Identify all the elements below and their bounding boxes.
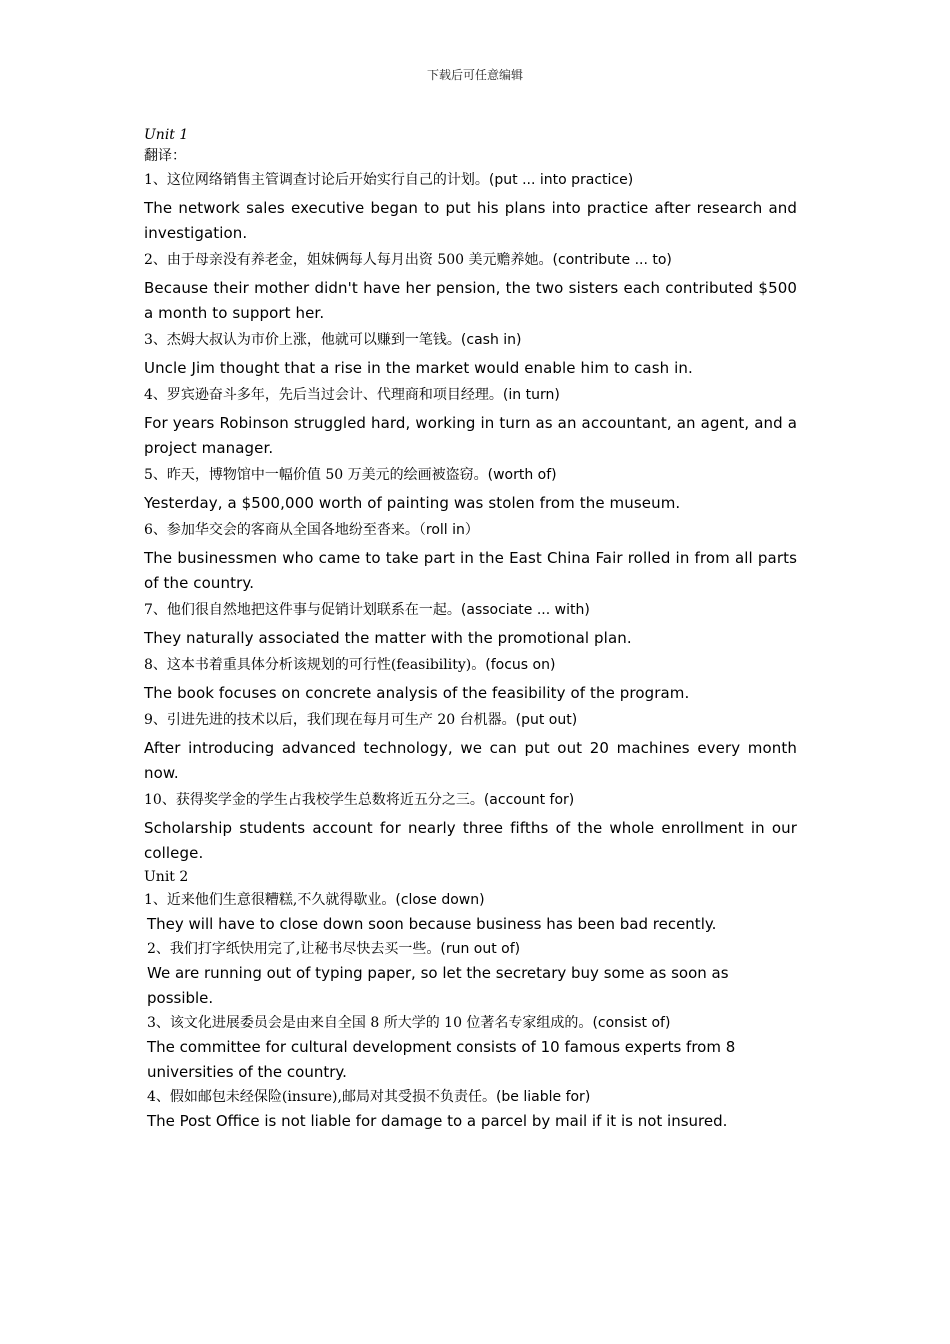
answer: The committee for cultural development consists of 10 famous experts from 8 universities of the country.	[147, 1038, 736, 1081]
phrase-hint: (close down)	[395, 892, 485, 908]
answer: Because their mother didn't have her pension, the two sisters each contributed $500 a month to support her.	[144, 279, 797, 322]
question-text: 4、罗宾逊奋斗多年，先后当过会计、代理商和项目经理。	[144, 387, 503, 403]
phrase-hint: (contribute ... to)	[552, 252, 672, 268]
answer: We are running out of typing paper, so let the secretary buy some as soon as possible.	[147, 964, 729, 1007]
question	[144, 250, 797, 270]
question-text: 7、他们很自然地把这件事与促销计划联系在一起。	[144, 602, 461, 618]
unit1-item	[144, 250, 797, 326]
document-content	[144, 124, 797, 1134]
question-text: 3、该文化进展委员会是由来自全国 8 所大学的 10 位著名专家组成的。	[147, 1015, 593, 1031]
phrase-hint: (account for)	[483, 792, 575, 808]
question	[144, 888, 797, 912]
phrase-hint: (put out)	[515, 712, 578, 728]
phrase-hint: (cash in)	[460, 332, 522, 348]
question-text: 3、杰姆大叔认为市价上涨，他就可以赚到一笔钱。	[144, 332, 461, 348]
question-text: 1、这位网络销售主管调查讨论后开始实行自己的计划。	[144, 172, 489, 188]
question	[144, 937, 797, 961]
phrase-hint: (put ... into practice)	[488, 172, 634, 188]
question-text: 9、引进先进的技术以后，我们现在每月可生产 20 台机器。	[144, 712, 516, 728]
question	[144, 170, 797, 190]
translation-label: 翻译：	[144, 148, 186, 164]
question	[144, 1085, 797, 1109]
question	[144, 385, 797, 405]
question-text: 2、我们打字纸快用完了,让秘书尽快去买一些。	[147, 941, 441, 957]
phrase-hint: (in turn)	[502, 387, 560, 403]
unit1-item	[144, 655, 797, 706]
answer: The book focuses on concrete analysis of the feasibility of the program.	[144, 684, 690, 702]
unit1-item	[144, 465, 797, 516]
question-text: 8、这本书着重具体分析该规划的可行性(feasibility)。	[144, 657, 486, 673]
answer: Uncle Jim thought that a rise in the market would enable him to cash in.	[144, 359, 693, 377]
answer: The businessmen who came to take part in the East China Fair rolled in from all parts of the country.	[144, 549, 797, 592]
question	[144, 655, 797, 675]
answer: They will have to close down soon because business has been bad recently.	[147, 915, 717, 933]
unit2-title: Unit 2	[144, 869, 189, 885]
unit1-item	[144, 385, 797, 461]
answer: After introducing advanced technology, we can put out 20 machines every month now.	[144, 739, 797, 782]
answer: For years Robinson struggled hard, working in turn as an accountant, an agent, and a project manager.	[144, 414, 797, 457]
phrase-hint: (worth of)	[487, 467, 557, 483]
question-text: 10、获得奖学金的学生占我校学生总数将近五分之三。	[144, 792, 484, 808]
phrase-hint: (run out of)	[440, 941, 521, 957]
answer: The Post Office is not liable for damage to a parcel by mail if it is not insured.	[147, 1112, 728, 1130]
unit2-section	[144, 866, 797, 1134]
answer: Yesterday, a $500,000 worth of painting was stolen from the museum.	[144, 494, 681, 512]
question	[144, 520, 797, 540]
question	[144, 1011, 797, 1035]
page-header: 下载后可任意编辑	[426, 68, 523, 82]
unit1-item	[144, 600, 797, 651]
question	[144, 465, 797, 485]
answer: They naturally associated the matter with the promotional plan.	[144, 629, 632, 647]
question-text: 6、参加华交会的客商从全国各地纷至沓来。	[144, 522, 419, 538]
unit1-item	[144, 520, 797, 596]
question-text: 1、近来他们生意很糟糕,不久就得歇业。	[144, 892, 396, 908]
phrase-hint: (be liable for)	[495, 1089, 591, 1105]
phrase-hint: (associate ... with)	[460, 602, 590, 618]
unit1-item	[144, 710, 797, 786]
unit1-item	[144, 790, 797, 866]
answer: The network sales executive began to put his plans into practice after research and investigation.	[144, 199, 797, 242]
unit1-item	[144, 330, 797, 381]
question	[144, 600, 797, 620]
unit1-item	[144, 170, 797, 246]
phrase-hint: （roll in）	[418, 522, 479, 538]
question	[144, 790, 797, 810]
question	[144, 710, 797, 730]
question	[144, 330, 797, 350]
phrase-hint: (focus on)	[485, 657, 556, 673]
question-text: 4、假如邮包未经保险(insure),邮局对其受损不负责任。	[147, 1089, 496, 1105]
unit1-title: Unit 1	[144, 127, 189, 143]
question-text: 5、昨天，博物馆中一幅价值 50 万美元的绘画被盗窃。	[144, 467, 488, 483]
question-text: 2、由于母亲没有养老金，姐妹俩每人每月出资 500 美元赡养她。	[144, 252, 553, 268]
answer: Scholarship students account for nearly three fifths of the whole enrollment in our college.	[144, 819, 797, 862]
phrase-hint: (consist of)	[592, 1015, 671, 1031]
